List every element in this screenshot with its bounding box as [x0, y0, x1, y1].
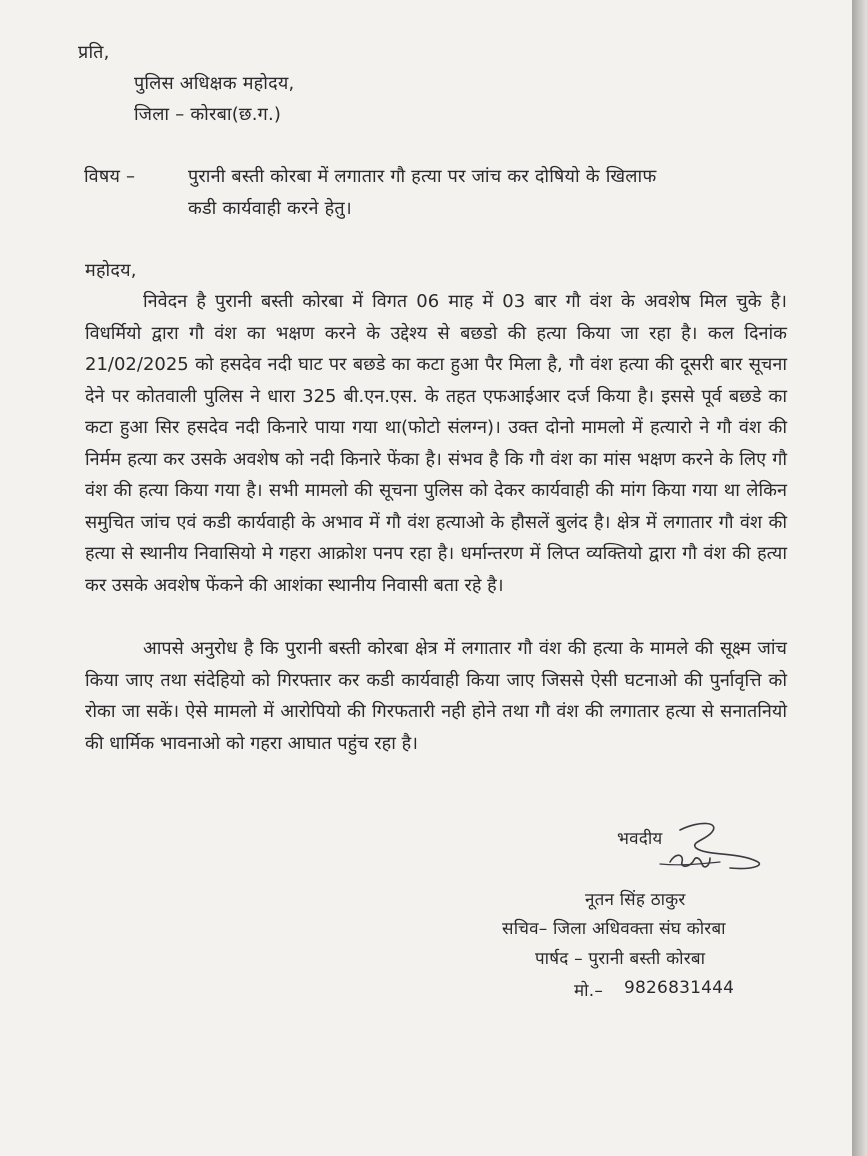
body-paragraph-2: आपसे अनुरोध है कि पुरानी बस्ती कोरबा क्षेत्र में लगातार गौ वंश की हत्या के मामले की सूक्ष्म जांच किया जाए तथा संदेहियो को गिरफ्तार कर कडी कार्यवाही किया जाए जिससे ऐसी घटनाओ की पुर्नावृत्ति को रोका जा सकें। ऐसे मामलो में आरोपियो की गिरफतारी नही होने तथा गौ वंश की लगातार हत्या से सनातनियो की धार्मिक भावनाओ को गहरा आघात पहुंच रहा है। — [85, 638, 787, 754]
sender-name: नूतन सिंह ठाकुर — [585, 890, 686, 910]
subject-line-2: कडी कार्यवाही करने हेतु। — [188, 198, 352, 219]
body-paragraph-1: निवेदन है पुरानी बस्ती कोरबा में विगत 06 माह में 03 बार गौ वंश के अवशेष मिल चुके है। विधर्मियो द्वारा गौ वंश का भक्षण करने के उद्देश्य से बछडो की हत्या किया जा रहा है। कल दिनांक 21/02/2025 को हसदेव नदी घाट पर बछडे का कटा हुआ पैर मिला है, गौ वंश हत्या की दूसरी बार सूचना देने पर कोतवाली पुलिस ने धारा 325 बी.एन.एस. के तहत एफआईआर दर्ज किया है। इससे पूर्व बछडे का कटा हुआ सिर हसदेव नदी किनारे पाया गया था(फोटो संलग्न)। उक्त दोनो मामलो में हत्यारो ने गौ वंश की निर्मम हत्या कर उसके अवशेष को नदी किनारे फेंका है। संभव है कि गौ वंश का मांस भक्षण करने के लिए गौ वंश की हत्या किया गया है। सभी मामलो की सूचना पुलिस को देकर कार्यवाही की मांग किया गया था लेकिन समुचित जांच एवं कडी कार्यवाही के अभाव में गौ वंश हत्याओ के हौसलें बुलंद है। क्षेत्र में लगातार गौ वंश की हत्या से स्थानीय निवासियो मे गहरा आक्रोश पनप रहा है। धर्मान्तरण में लिप्त व्यक्तियो द्वारा गौ वंश की हत्या कर उसके अवशेष फेंकने की आशंका स्थानीय निवासी बता रहे है। — [85, 291, 787, 596]
page-edge-shadow — [852, 0, 867, 1156]
closing: भवदीय — [617, 829, 663, 849]
recipient-line-1: पुलिस अधिक्षक महोदय, — [134, 73, 295, 94]
phone-number: 9826831444 — [624, 978, 735, 998]
handwritten-signature — [640, 818, 770, 878]
salutation: महोदय, — [85, 260, 137, 281]
sender-title-1: सचिव– जिला अधिवक्ता संघ कोरबा — [502, 919, 726, 939]
subject-line-1: पुरानी बस्ती कोरबा में लगातार गौ हत्या पर जांच कर दोषियो के खिलाफ — [188, 166, 657, 187]
sender-title-2: पार्षद – पुरानी बस्ती कोरबा — [535, 949, 706, 969]
recipient-line-2: जिला – कोरबा(छ.ग.) — [134, 104, 282, 125]
to-label: प्रति, — [78, 42, 110, 63]
subject-label: विषय – — [84, 166, 136, 187]
phone-label: मो.– — [574, 981, 604, 1001]
